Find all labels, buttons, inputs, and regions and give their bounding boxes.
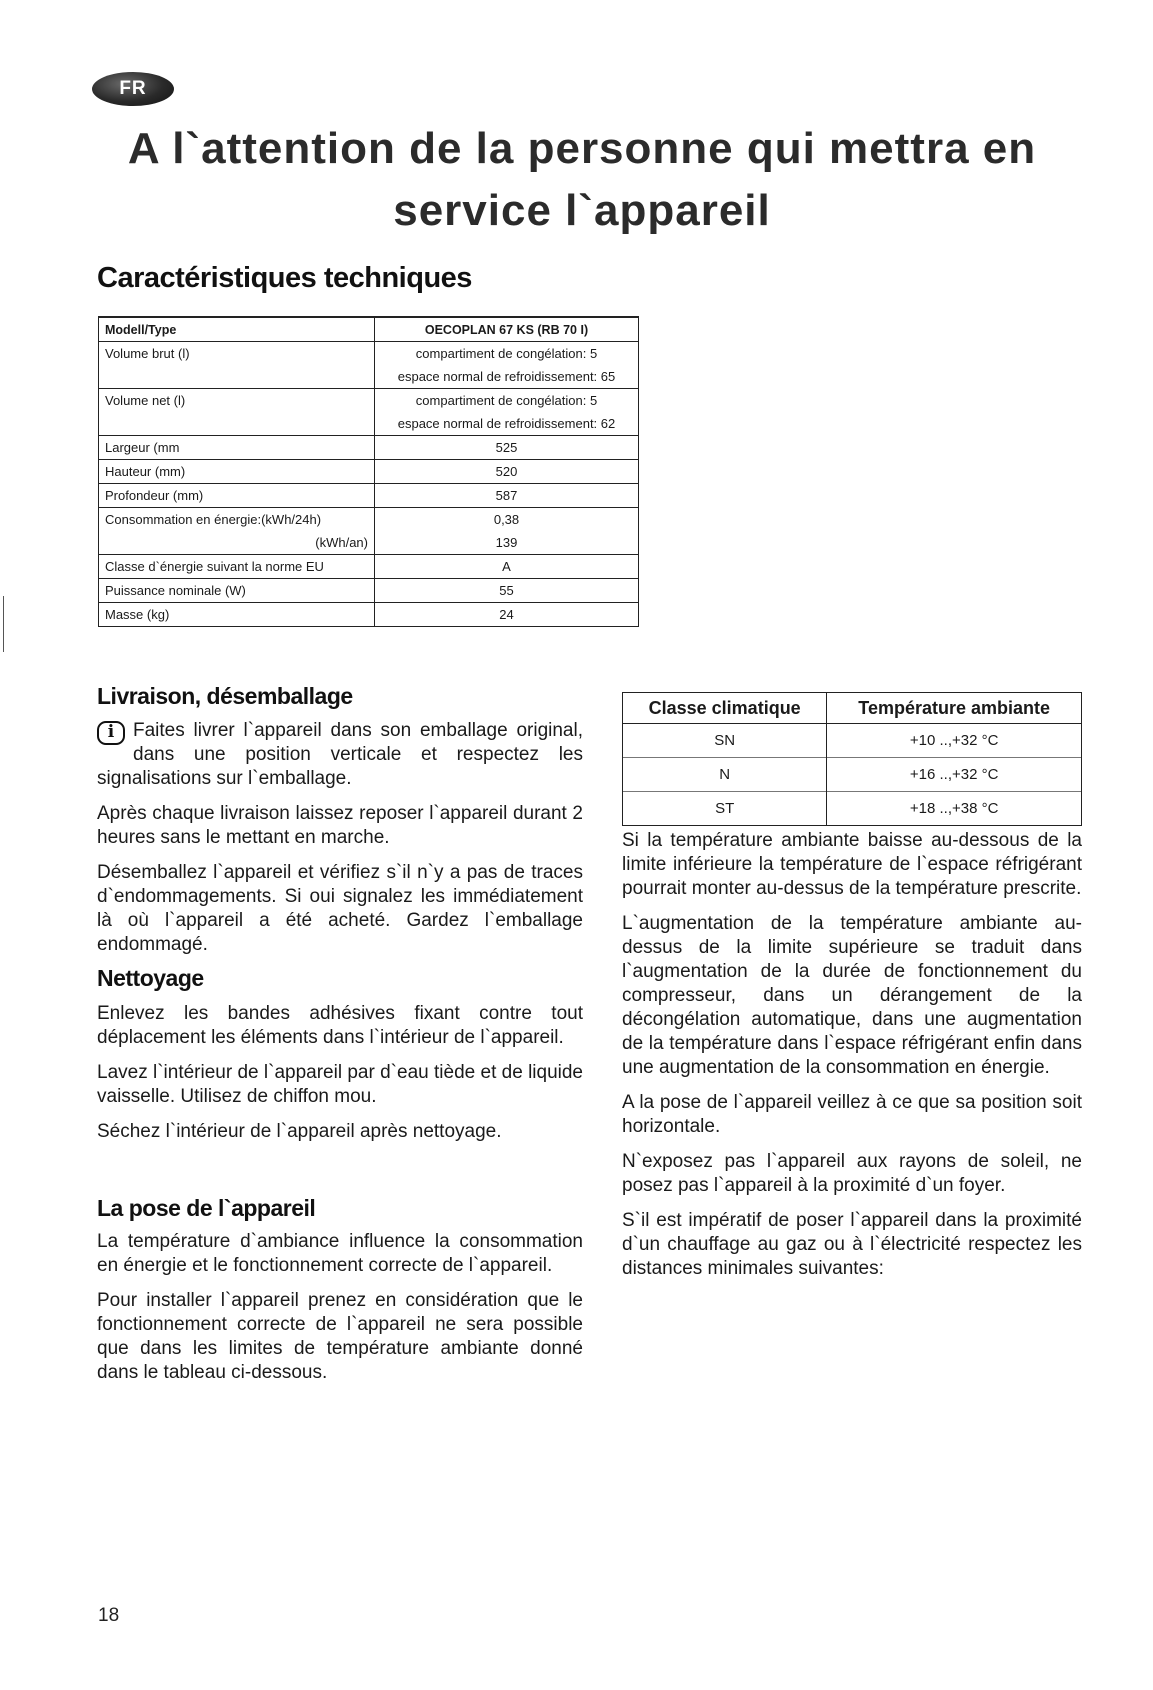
spec-value: compartiment de congélation: 5 xyxy=(375,342,639,366)
nettoyage-paragraph-2: Lavez l`intérieur de l`appareil par d`eau tiède et de liquide vaisselle. Utilisez de chiffon mou. xyxy=(97,1062,583,1107)
table-row xyxy=(99,389,639,413)
table-row xyxy=(99,412,639,436)
spec-value: 55 xyxy=(375,579,639,603)
page-title xyxy=(92,118,1072,242)
table-row xyxy=(99,603,639,627)
scan-artifact-line xyxy=(3,596,4,652)
spec-key: Volume net (l) xyxy=(99,389,375,413)
table-row xyxy=(99,436,639,460)
column-header: Température ambiante xyxy=(827,693,1082,724)
table-row xyxy=(99,342,639,366)
specs-table xyxy=(98,316,639,627)
table-row xyxy=(99,579,639,603)
table-row xyxy=(99,365,639,389)
pose-section xyxy=(97,1230,583,1396)
right-paragraph-1: Si la température ambiante baisse au-dessous de la limite inférieure la température de l`espace réfrigérant pourrait monter au-dessus de la température prescrite. xyxy=(622,830,1082,899)
spec-key: Classe d`énergie suivant la norme EU xyxy=(99,555,375,579)
page-title-line-2: service l`appareil xyxy=(393,186,771,235)
spec-key: Modell/Type xyxy=(99,317,375,342)
language-badge: FR xyxy=(92,72,174,106)
right-paragraph-5: S`il est impératif de poser l`appareil dans la proximité d`un chauffage au gaz ou à l`électricité respectez les distances minimales suivantes: xyxy=(622,1210,1082,1279)
table-row xyxy=(623,792,1082,826)
page-title-line-1: A l`attention de la personne qui mettra en xyxy=(127,124,1037,173)
column-header: Classe climatique xyxy=(623,693,827,724)
table-row xyxy=(99,317,639,342)
nettoyage-paragraph-3: Séchez l`intérieur de l`appareil après nettoyage. xyxy=(97,1121,502,1142)
climate-class: ST xyxy=(623,792,827,826)
climate-class: N xyxy=(623,758,827,792)
spec-value: 525 xyxy=(375,436,639,460)
pose-paragraph-1: La température d`ambiance influence la consommation en énergie et le fonctionnement correcte de l`appareil. xyxy=(97,1231,583,1276)
table-row xyxy=(99,484,639,508)
spec-key: Profondeur (mm) xyxy=(99,484,375,508)
spec-key: Largeur (mm xyxy=(99,436,375,460)
table-row xyxy=(623,724,1082,758)
spec-value: 0,38 xyxy=(375,508,639,532)
spec-value: 587 xyxy=(375,484,639,508)
spec-value: 24 xyxy=(375,603,639,627)
spec-value: A xyxy=(375,555,639,579)
spec-key: Consommation en énergie:(kWh/24h) xyxy=(99,508,375,532)
page-number: 18 xyxy=(98,1605,120,1626)
heading-livraison: Livraison, désemballage xyxy=(97,683,353,709)
livraison-section xyxy=(97,719,583,968)
spec-value: 139 xyxy=(375,531,639,555)
right-paragraph-4: N`exposez pas l`appareil aux rayons de soleil, ne posez pas l`appareil à la proximité d`un foyer. xyxy=(622,1151,1082,1196)
nettoyage-section xyxy=(97,1002,583,1155)
heading-nettoyage: Nettoyage xyxy=(97,965,204,991)
climate-class: SN xyxy=(623,724,827,758)
livraison-paragraph-3: Désemballez l`appareil et vérifiez s`il n`y a pas de traces d`endommagements. Si oui signalez les immédiatement là où l`appareil a été acheté. Gardez l`emballage endommagé. xyxy=(97,862,583,955)
spec-value: OECOPLAN 67 KS (RB 70 I) xyxy=(375,317,639,342)
table-row xyxy=(623,758,1082,792)
nettoyage-paragraph-1: Enlevez les bandes adhésives fixant contre tout déplacement les éléments dans l`intérieur de l`appareil. xyxy=(97,1003,583,1048)
right-paragraph-3: A la pose de l`appareil veillez à ce que sa position soit horizontale. xyxy=(622,1092,1082,1137)
spec-key: (kWh/an) xyxy=(99,531,375,555)
table-header-row xyxy=(623,693,1082,724)
table-row xyxy=(99,531,639,555)
climate-temp: +16 ..,+32 °C xyxy=(827,758,1082,792)
climate-temp: +18 ..,+38 °C xyxy=(827,792,1082,826)
spec-value: compartiment de congélation: 5 xyxy=(375,389,639,413)
spec-key: Hauteur (mm) xyxy=(99,460,375,484)
climate-temp: +10 ..,+32 °C xyxy=(827,724,1082,758)
right-paragraph-2: L`augmentation de la température ambiante au-dessus de la limite supérieure se traduit dans l`augmentation de la durée de fonctionnement du compresseur, dans un dérangement de la décongélation automatique, dans une augmentation de la température dans l`espace réfrigérant enfin dans une augmentation de la consommation en énergie. xyxy=(622,913,1082,1078)
climate-table xyxy=(622,692,1082,826)
pose-paragraph-2: Pour installer l`appareil prenez en considération que le fonctionnement correcte de l`appareil ne sera possible que dans les limites de température ambiante donné dans le tableau ci-dessous. xyxy=(97,1290,583,1383)
spec-key: Puissance nominale (W) xyxy=(99,579,375,603)
heading-caracteristiques: Caractéristiques techniques xyxy=(97,262,472,294)
right-column xyxy=(622,829,1082,1292)
livraison-paragraph-2: Après chaque livraison laissez reposer l`appareil durant 2 heures sans le mettant en marche. xyxy=(97,803,583,848)
info-icon: i xyxy=(97,721,125,745)
spec-value: espace normal de refroidissement: 65 xyxy=(375,365,639,389)
livraison-paragraph-1: i Faites livrer l`appareil dans son emballage original, dans une position verticale et respectez les signalisations sur l`emballage. xyxy=(97,720,583,789)
table-row xyxy=(99,555,639,579)
spec-value: espace normal de refroidissement: 62 xyxy=(375,412,639,436)
table-row xyxy=(99,508,639,532)
heading-pose: La pose de l`appareil xyxy=(97,1195,316,1221)
spec-key: Masse (kg) xyxy=(99,603,375,627)
spec-value: 520 xyxy=(375,460,639,484)
table-row xyxy=(99,460,639,484)
spec-key: Volume brut (l) xyxy=(99,342,375,366)
